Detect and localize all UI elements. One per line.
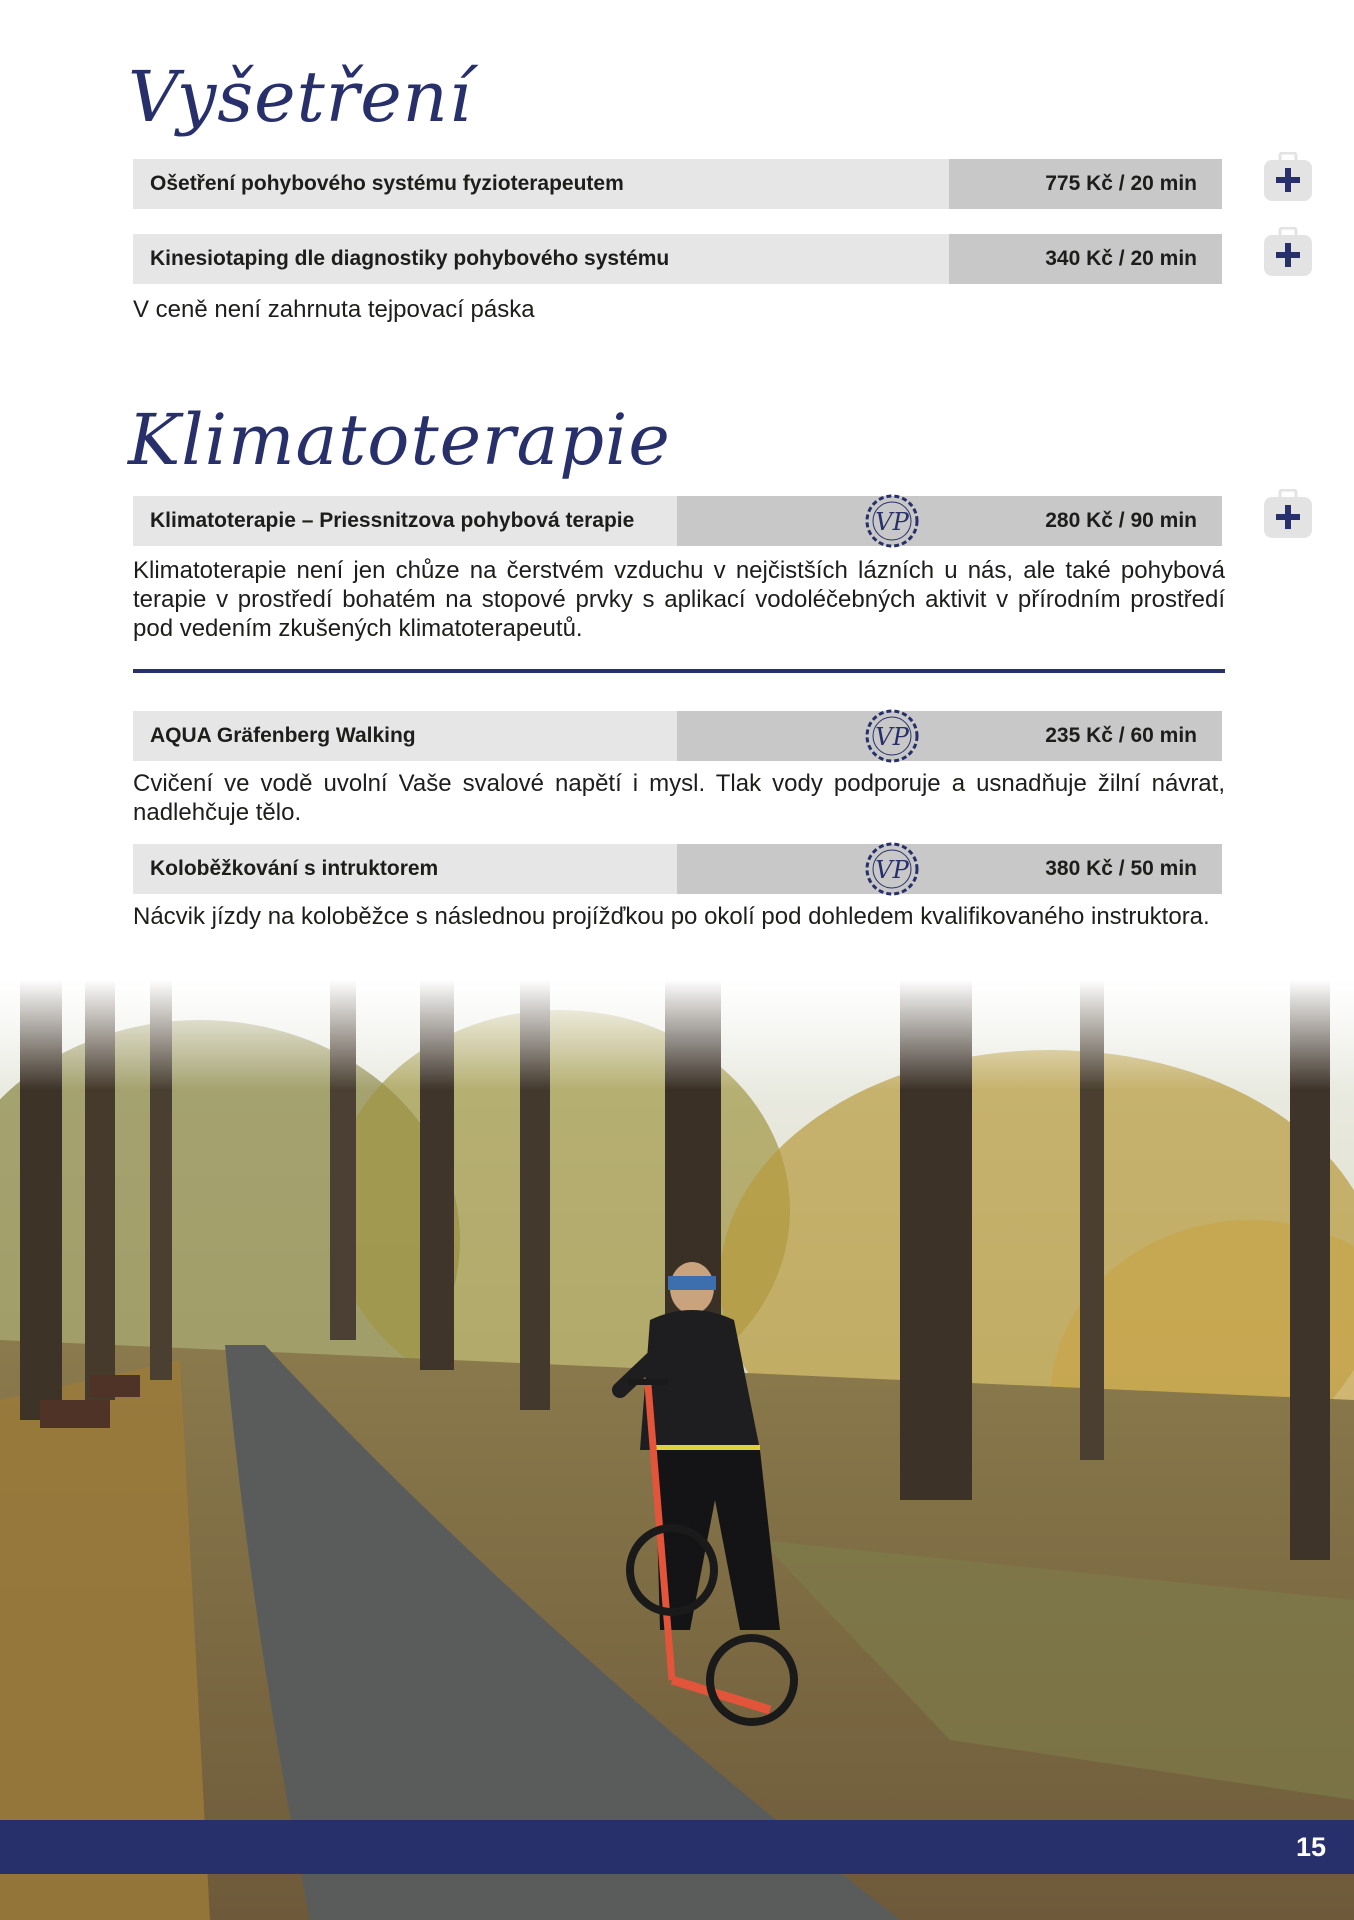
spa-emblem-icon — [861, 705, 923, 767]
price-cell — [949, 159, 1222, 209]
service-name: Ošetření pohybového systému fyzioterapeutem — [150, 172, 624, 195]
price-cell — [677, 844, 1222, 894]
service-price: 340 Kč / 20 min — [1045, 247, 1197, 270]
service-price: 235 Kč / 60 min — [1045, 724, 1197, 747]
park-path-photo — [0, 980, 1354, 1920]
service-name: Koloběžkování s intruktorem — [150, 857, 439, 880]
spa-emblem-icon — [861, 838, 923, 900]
service-name: AQUA Gräfenberg Walking — [150, 724, 416, 747]
section-title-klimatoterapie: Klimatoterapie — [128, 399, 671, 481]
section-divider — [133, 669, 1225, 673]
add-service-button[interactable] — [1263, 489, 1313, 539]
price-note: V ceně není zahrnuta tejpovací páska — [133, 296, 535, 323]
first-aid-kit-icon — [1263, 489, 1313, 539]
service-row — [133, 711, 1222, 761]
service-row — [133, 844, 1222, 894]
svg-text:VP: VP — [875, 723, 909, 751]
price-cell — [677, 496, 1222, 546]
first-aid-kit-icon — [1263, 152, 1313, 202]
price-cell — [677, 711, 1222, 761]
footer-bar — [0, 1820, 1354, 1874]
service-description: Klimatoterapie není jen chůze na čerstvém vzduchu v nejčistších lázních u nás, ale také pohybová terapie v prostředí bohatém na stopové prvky s aplikací vodoléčebných aktivit v přírodním prostředí pod vedením zkušených klimatoterapeutů. — [133, 557, 1225, 642]
section-title-vysetreni: Vyšetření — [128, 56, 473, 138]
service-name: Klimatoterapie – Priessnitzova pohybová terapie — [150, 509, 635, 532]
add-service-button[interactable] — [1263, 227, 1313, 277]
spa-emblem-icon — [861, 490, 923, 552]
price-cell — [949, 234, 1222, 284]
svg-text:VP: VP — [875, 508, 909, 536]
service-row — [133, 234, 1222, 284]
service-name: Kinesiotaping dle diagnostiky pohybového systému — [150, 247, 670, 270]
add-service-button[interactable] — [1263, 152, 1313, 202]
service-description: Cvičení ve vodě uvolní Vaše svalové napětí i mysl. Tlak vody podporuje a usnadňuje žilní návrat, nadlehčuje tělo. — [133, 770, 1225, 826]
service-description: Nácvik jízdy na koloběžce s následnou projížďkou po okolí pod dohledem kvalifikovaného instruktora. — [133, 903, 1210, 930]
service-price: 775 Kč / 20 min — [1045, 172, 1197, 195]
service-row — [133, 159, 1222, 209]
service-row — [133, 496, 1222, 546]
first-aid-kit-icon — [1263, 227, 1313, 277]
svg-text:VP: VP — [875, 856, 909, 884]
autumn-park-scene — [0, 980, 1354, 1920]
service-price: 280 Kč / 90 min — [1045, 509, 1197, 532]
page-number: 15 — [1295, 1832, 1326, 1862]
service-price: 380 Kč / 50 min — [1045, 857, 1197, 880]
